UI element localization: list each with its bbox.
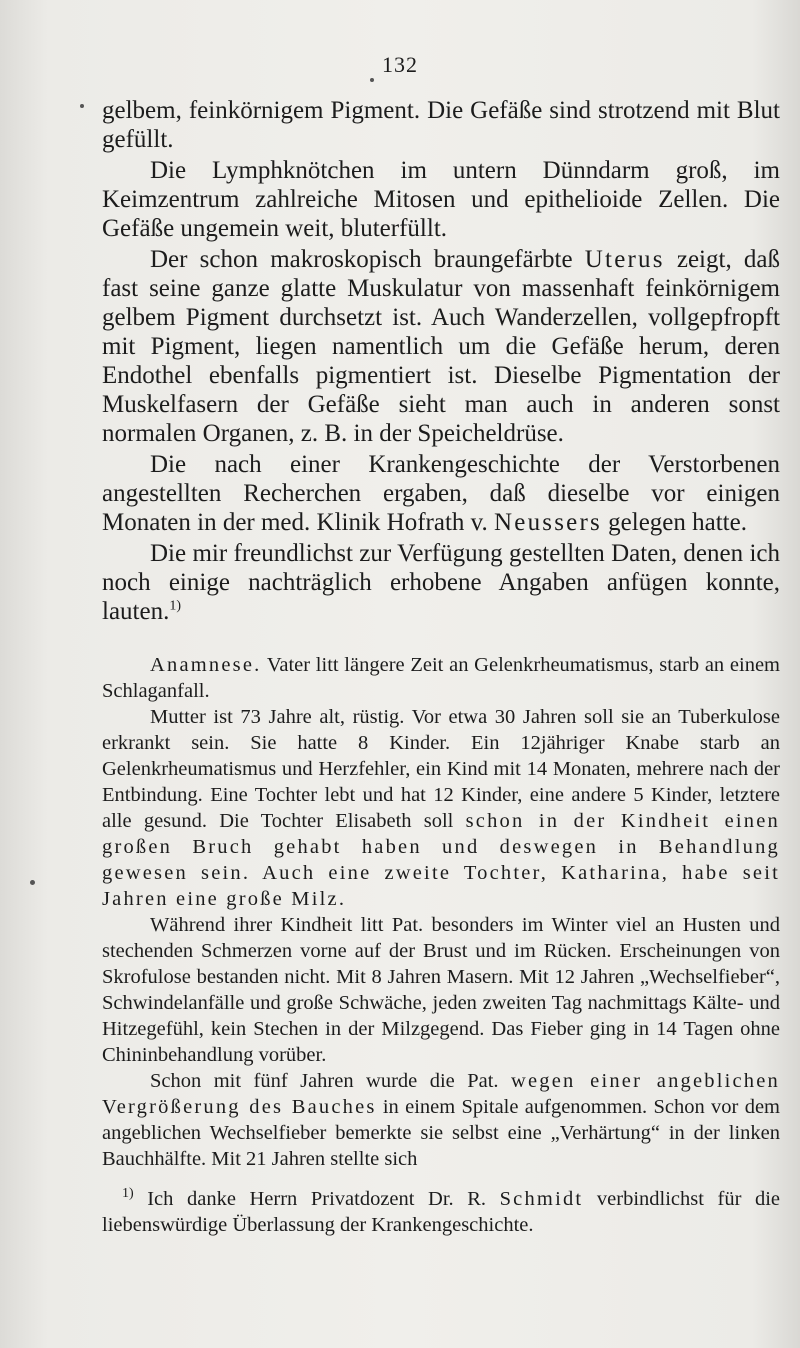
main-text (102, 96, 780, 626)
anamnese-paragraph (102, 652, 780, 704)
paragraph-4-spaced: Neussers (494, 509, 602, 536)
mutter-spaced-text: schon in der Kindheit einen großen Bruch gehabt haben und deswegen in Behandlung gewesen sein. Auch eine zweite Tochter, Katharina, habe seit Jahren eine große Milz. (102, 810, 781, 910)
paragraph-3-spaced: Uterus (584, 246, 665, 273)
paragraph-2: Die Lymphknötchen im untern Dünndarm groß, im Keimzentrum zahlreiche Mitosen und epithelioide Zellen. Die Gefäße ungemein weit, bluterfüllt. (102, 157, 780, 242)
fuenf-jahren-paragraph (102, 1068, 780, 1172)
mutter-text: Mutter ist 73 Jahre alt, rüstig. Vor etwa 30 Jahren soll sie an Tuberkulose erkrankt sein. Sie hatte 8 Kinder. Ein 12jähriger Knabe starb an Gelenkrheumatismus und Herzfehler, ein Kind mit 14 Monaten, mehrere nach der Entbindung. Eine Tochter lebt und hat 12 Kinder, eine andere 5 Kinder, letztere alle gesund. Die Tochter Elisabeth soll (102, 706, 780, 832)
page-text (102, 96, 780, 1259)
case-history (102, 652, 780, 1172)
print-speck (30, 880, 35, 885)
footnote-before: Ich danke Herrn Privatdozent Dr. R. (133, 1188, 500, 1210)
paragraph-4-before: Die nach einer Krankengeschichte der Verstorbenen angestellten Recherchen ergaben, daß dieselbe vor einigen Monaten in der med. Klinik Hofrath v. (102, 451, 780, 536)
paragraph-1: gelbem, feinkörnigem Pigment. Die Gefäße sind strotzend mit Blut gefüllt. (102, 97, 780, 153)
print-speck (80, 104, 84, 108)
anamnese-label: Anamnese. (150, 654, 262, 676)
footnote (102, 1186, 780, 1238)
fuenf-text-b: in einem Spitale aufgenommen. Schon vor dem angeblichen Wechselfieber bemerkte sie selbst eine „Verhärtung“ in der linken Bauchhälfte. Mit 21 Jahren stellte sich (102, 1096, 780, 1170)
paragraph-3 (102, 245, 780, 448)
anamnese-text: Vater litt längere Zeit an Gelenkrheumatismus, starb an einem Schlaganfall. (102, 654, 780, 702)
print-speck (370, 78, 374, 82)
paragraph-5 (102, 539, 780, 626)
footnote-marker: 1) (122, 1186, 134, 1202)
mutter-paragraph (102, 704, 780, 912)
page-number: 132 (382, 52, 418, 77)
footnote-reference: 1) (169, 598, 182, 614)
paragraph-4 (102, 450, 780, 537)
footnote-spaced: Schmidt (499, 1188, 584, 1210)
paragraph-3-before: Der schon makroskopisch braungefärbte (150, 246, 585, 273)
paragraph-4-after: gelegen hatte. (601, 509, 747, 536)
footnote-after: verbindlichst für die liebenswürdige Überlassung der Krankengeschichte. (102, 1188, 780, 1236)
paragraph-3-after: zeigt, daß fast seine ganze glatte Muskulatur von massenhaft feinkörnigem gelbem Pigment durchsetzt ist. Auch Wanderzellen, vollgepfropft mit Pigment, liegen namentlich um die Gefäße herum, deren Endothel ebenfalls pigmentiert ist. Dieselbe Pigmentation der Muskelfasern der Gefäße sieht man auch in anderen sonst normalen Organen, z. B. in der Speicheldrüse. (102, 246, 780, 447)
paragraph-5-text: Die mir freundlichst zur Verfügung gestellten Daten, denen ich noch einige nachträglich erhobene Angaben anfügen konnte, lauten. (102, 540, 780, 625)
fuenf-text-a: Schon mit fünf Jahren wurde die Pat. (150, 1070, 511, 1092)
kindheit-paragraph: Während ihrer Kindheit litt Pat. besonders im Winter viel an Husten und stechenden Schmerzen vorne auf der Brust und im Rücken. Erscheinungen von Skrofulose bestanden nicht. Mit 8 Jahren Masern. Mit 12 Jahren „Wechselfieber“, Schwindelanfälle und große Schwäche, jeden zweiten Tag nachmittags Kälte- und Hitzegefühl, kein Stechen in der Milzgegend. Das Fieber ging in 14 Tagen ohne Chininbehandlung vorüber. (102, 914, 780, 1066)
fuenf-spaced-text: wegen einer angeblichen Vergrößerung des Bauches (102, 1070, 781, 1118)
